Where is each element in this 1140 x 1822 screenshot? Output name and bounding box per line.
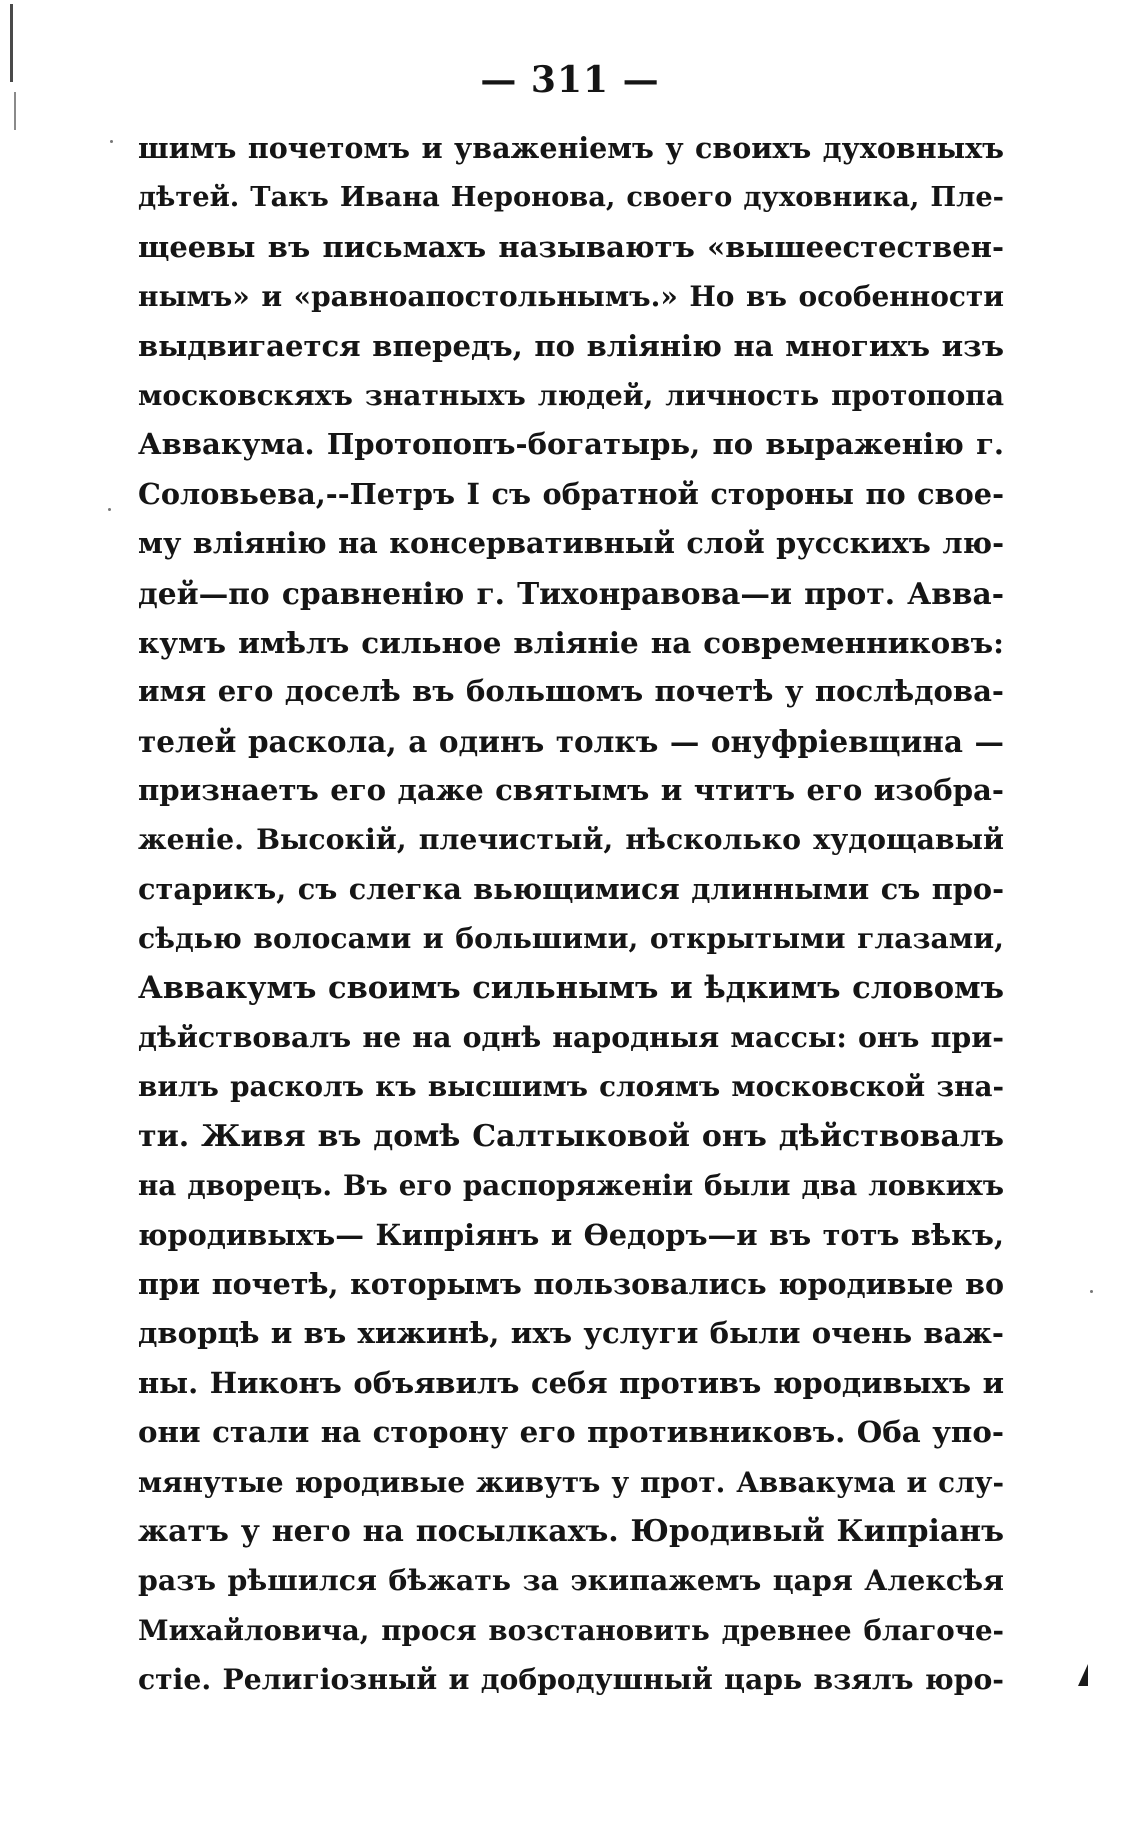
text-line: на дворецъ. Въ его распоряженіи были два ловкихъ (138, 1169, 1004, 1203)
scan-speck (108, 508, 111, 511)
text-line: мянутые юродивые живутъ у прот. Аввакума и слу- (138, 1465, 1004, 1499)
text-line: женіе. Высокій, плечистый, нѣсколько худощавый (138, 822, 1004, 857)
text-line: дей—по сравненію г. Тихонравова—и прот. Авва- (138, 575, 1004, 611)
text-line: Аввакумъ своимъ сильнымъ и ѣдкимъ словомъ (138, 969, 1004, 1006)
text-line: Аввакума. Протопопъ-богатырь, по выраженію г. (138, 427, 1004, 462)
text-line: старикъ, съ слегка вьющимися длинными съ про- (138, 871, 1004, 906)
text-line: стіе. Религіозный и добродушный царь взялъ юро- (138, 1663, 1004, 1697)
body-text (138, 124, 1004, 1705)
text-line: ны. Никонъ объявилъ себя противъ юродивыхъ и (138, 1365, 1004, 1400)
text-line: сѣдью волосами и большими, открытыми глазами, (138, 922, 1004, 956)
scan-speck (1090, 1290, 1093, 1293)
text-line: щеевы въ письмахъ называютъ «вышеестествен- (138, 229, 1004, 264)
text-line: телей раскола, а одинъ толкъ — онуфріевщина — (138, 723, 1004, 759)
text-line: нымъ» и «равноапостольнымъ.» Но въ особенности (138, 280, 1004, 314)
text-line: кумъ имѣлъ сильное вліяніе на современниковъ: (138, 624, 1004, 660)
text-line: выдвигается впередъ, по вліянію на многихъ изъ (138, 328, 1004, 363)
text-line: му вліянію на консервативный слой русскихъ лю- (138, 526, 1004, 561)
text-line: при почетѣ, которымъ пользовались юродивые во (138, 1266, 1004, 1301)
text-line: Соловьева,--Петръ I съ обратной стороны по свое- (138, 476, 1004, 511)
text-line: вилъ расколъ къ высшимъ слоямъ московской зна- (138, 1070, 1004, 1104)
page-number: — 311 — (480, 59, 660, 101)
text-line: шимъ почетомъ и уваженіемъ у своихъ духовныхъ (138, 131, 1004, 165)
text-line: разъ рѣшился бѣжать за экипажемъ царя Алексѣя (138, 1563, 1004, 1598)
text-line: жатъ у него на посылкахъ. Юродивый Кипріанъ (138, 1513, 1004, 1549)
corner-mark (1078, 1664, 1088, 1686)
text-line: дѣйствовалъ не на однѣ народныя массы: онъ при- (138, 1020, 1004, 1055)
text-line: Михайловича, прося возстановить древнее благоче- (138, 1613, 1004, 1647)
text-line: юродивыхъ— Кипріянъ и Ѳедоръ—и въ тотъ вѣкъ, (138, 1217, 1004, 1252)
text-line: признаетъ его даже святымъ и чтитъ его изобра- (138, 773, 1004, 808)
text-line: имя его доселѣ въ большомъ почетѣ у послѣдова- (138, 674, 1004, 709)
text-line: ти. Живя въ домѣ Салтыковой онъ дѣйствовалъ (138, 1118, 1004, 1154)
text-line: дѣтей. Такъ Ивана Неронова, своего духовника, Пле- (138, 181, 1004, 214)
text-line: московскяхъ знатныхъ людей, личность протопопа (138, 378, 1004, 412)
text-line: они стали на сторону его противниковъ. Оба упо- (138, 1415, 1004, 1450)
scan-speck (110, 140, 113, 143)
text-line: дворцѣ и въ хижинѣ, ихъ услуги были очень важ- (138, 1316, 1004, 1351)
